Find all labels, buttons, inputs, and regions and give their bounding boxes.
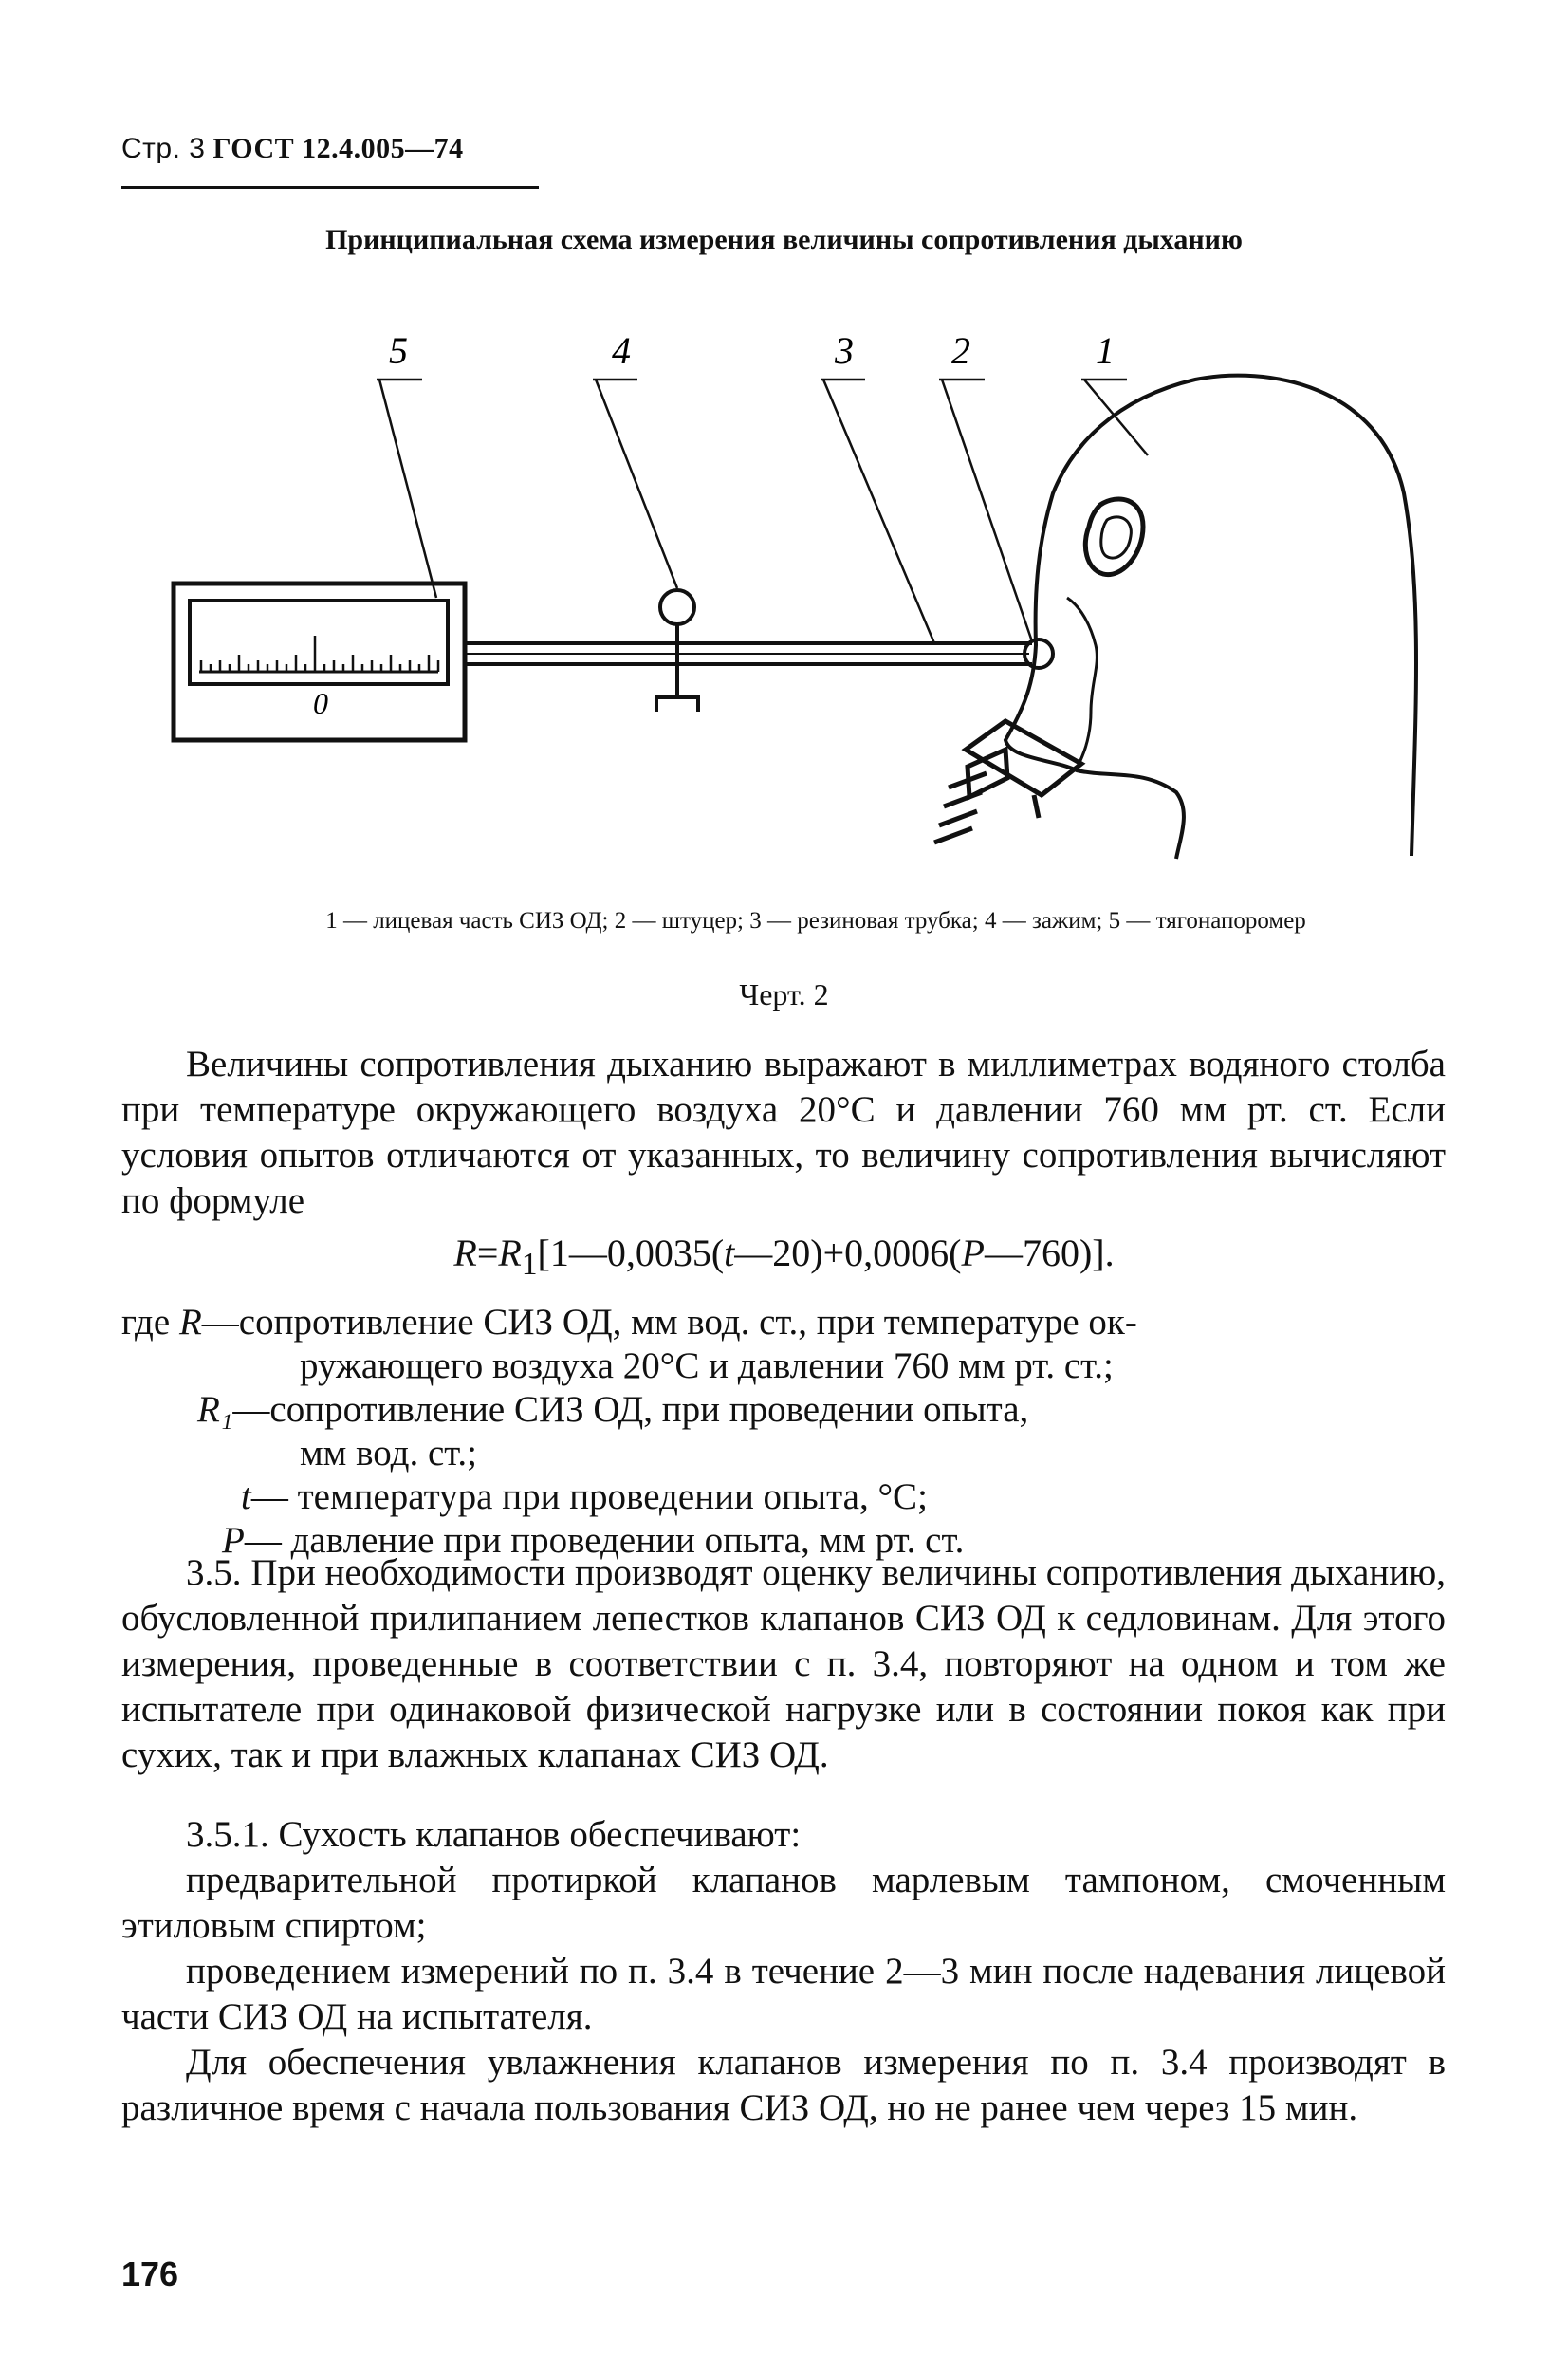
paragraph-units: Величины сопротивления дыханию выражают в миллиметрах водяного столба при температуре окружающего воздуха 20°С и давлении 760 мм рт. ст. Если условия опытов отличаются от указанных, то величину сопротивления вычисляют по формуле xyxy=(121,1044,1446,1221)
def-t-text: — температура при проведении опыта, °С; xyxy=(250,1476,928,1517)
formula-P: P xyxy=(961,1232,985,1274)
figure-drawing xyxy=(0,0,1568,911)
figure-caption: 1 — лицевая часть СИЗ ОД; 2 — штуцер; 3 — резиновая трубка; 4 — зажим; 5 — тягонапоромер xyxy=(325,908,1306,934)
figure-label: Черт. 2 xyxy=(739,977,829,1011)
head-outline xyxy=(1005,376,1416,859)
callout-5: 5 xyxy=(389,329,408,372)
list-item-wipe: предварительной протиркой клапанов марлевым тампоном, смоченным этиловым спиртом; xyxy=(121,1860,1446,1946)
figure-title: Принципиальная схема измерения величины сопротивления дыханию xyxy=(325,224,1243,255)
face-profile xyxy=(1067,598,1097,769)
def-P-symbol: P xyxy=(222,1520,245,1561)
def-R-symbol: R xyxy=(178,1302,202,1343)
def-R1-symbol: R₁ xyxy=(197,1389,233,1430)
def-lead: где xyxy=(121,1302,171,1343)
def-R1-line2: мм вод. ст.; xyxy=(300,1433,477,1474)
paragraph-3-5-1: 3.5.1. Сухость клапанов обеспечивают: xyxy=(186,1814,802,1855)
formula-part2: —20)+0,0006( xyxy=(734,1232,962,1274)
clamp-base xyxy=(656,697,698,712)
formula-sub1: 1 xyxy=(521,1247,538,1282)
clamp-knob xyxy=(660,590,694,624)
page-header-page: Стр. 3 xyxy=(121,133,206,164)
list-item-measure: проведением измерений по п. 3.4 в течение 2—3 мин после надевания лицевой части СИЗ ОД на испытателя. xyxy=(121,1951,1446,2037)
def-t-symbol: t xyxy=(241,1476,251,1517)
callout-1: 1 xyxy=(1096,329,1115,372)
def-R-line2: ружающего воздуха 20°С и давлении 760 мм рт. ст.; xyxy=(300,1345,1114,1386)
formula-t: t xyxy=(724,1232,735,1274)
formula-R1: R xyxy=(498,1232,522,1274)
def-R1-line1 xyxy=(197,1389,1446,1431)
gauge-zero-label: 0 xyxy=(313,686,328,720)
callout-2: 2 xyxy=(951,329,970,372)
paragraph-3-5: 3.5. При необходимости производят оценку величины сопротивления дыханию, обусловленной прилипанием лепестков клапанов СИЗ ОД к седловинам. Для этого измерения, проведенные в соответствии с п. 3.4, повторяют на одном и том же испытателе при одинаковой физической нагрузке или в состоянии покоя как при сухих, так и при влажных клапанах СИЗ ОД. xyxy=(121,1552,1446,1775)
paragraph-moisture: Для обеспечения увлажнения клапанов измерения по п. 3.4 производят в различное время с начала пользования СИЗ ОД, но не ранее чем через 15 мин. xyxy=(121,2042,1446,2128)
mask-eyepiece xyxy=(1085,499,1143,575)
def-P-text: — давление при проведении опыта, мм рт. ст. xyxy=(244,1520,965,1561)
def-R-line1 xyxy=(121,1302,1446,1344)
page-number: 176 xyxy=(121,2254,179,2293)
leader-lines xyxy=(377,380,1148,643)
def-R1-text1: —сопротивление СИЗ ОД, при проведении опыта, xyxy=(232,1389,1029,1430)
def-t xyxy=(241,1476,1446,1518)
callout-3: 3 xyxy=(835,329,854,372)
formula-eq: = xyxy=(476,1232,499,1274)
formula-R: R xyxy=(453,1232,477,1274)
def-R-text1: —сопротивление СИЗ ОД, мм вод. ст., при температуре ок- xyxy=(201,1302,1137,1343)
callout-4: 4 xyxy=(612,329,631,372)
mask-eyepiece-inner xyxy=(1101,517,1132,558)
definitions-list xyxy=(121,1302,1446,1577)
gauge-ticks xyxy=(201,636,438,672)
formula xyxy=(0,1231,1568,1283)
formula-part3: —760)]. xyxy=(984,1232,1115,1274)
page-header-code: ГОСТ 12.4.005—74 xyxy=(212,133,464,164)
formula-part1: [1—0,0035( xyxy=(537,1232,725,1274)
